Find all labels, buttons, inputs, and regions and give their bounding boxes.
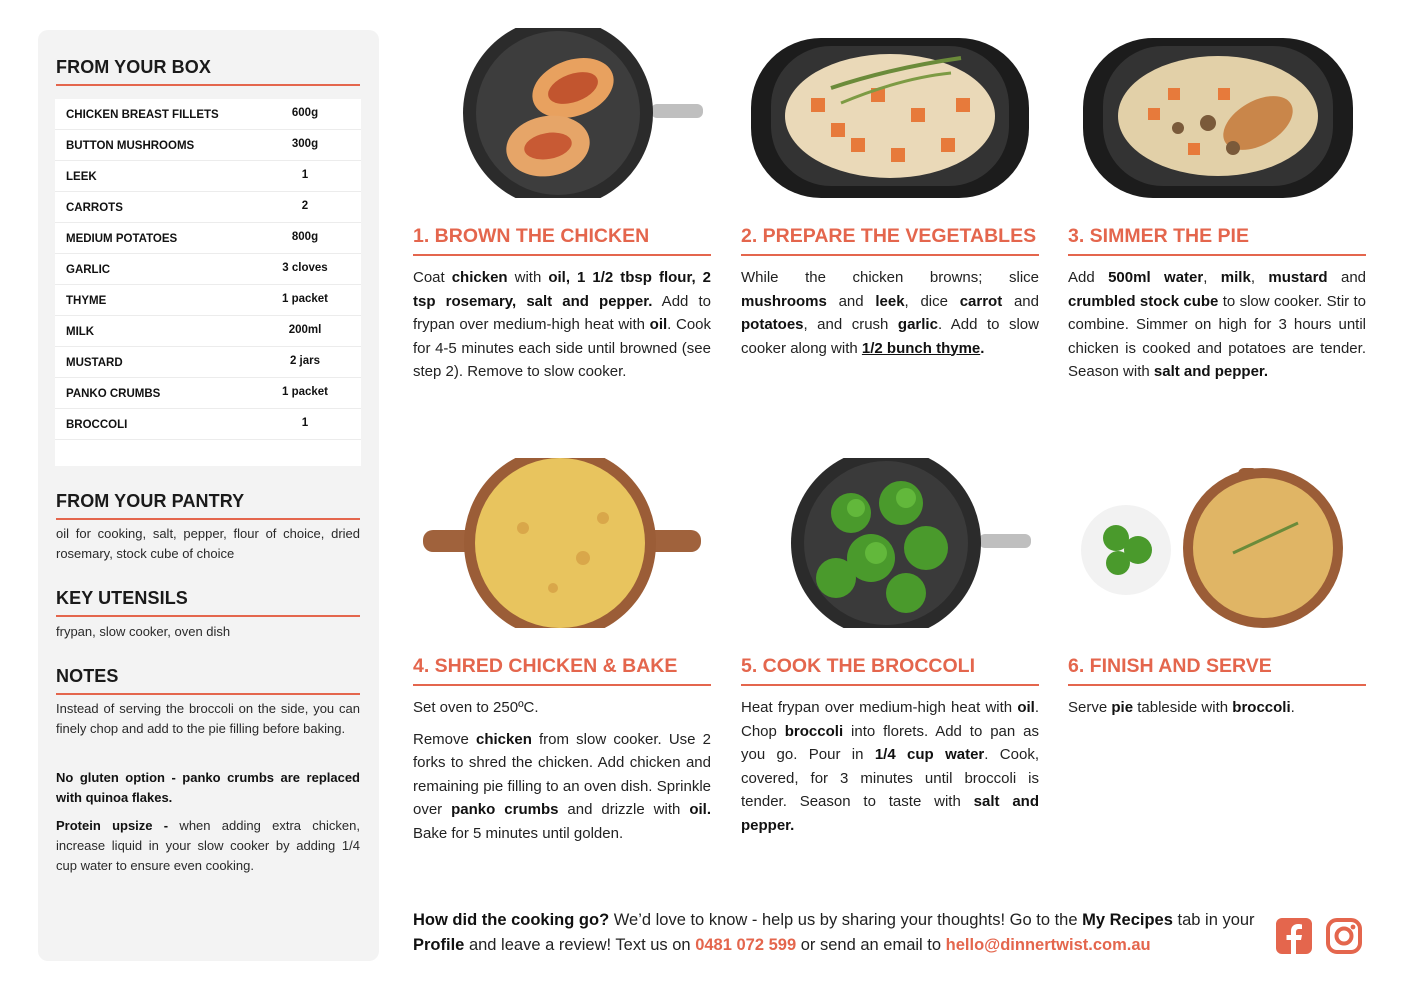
text-bold: chicken xyxy=(451,269,508,286)
text: and xyxy=(826,292,876,310)
email-link[interactable]: hello@dinnertwist.com.au xyxy=(945,936,1151,954)
pantry-text: oil for cooking, salt, pepper, flour of choice, dried rosemary, stock cube of choice xyxy=(56,526,360,561)
photo-brown-chicken xyxy=(413,28,711,198)
text: , xyxy=(1203,269,1221,286)
text: . Cook for 4-5 minutes each side until browned (see step 2). Remove to slow cooker. xyxy=(413,316,712,380)
step-2-text xyxy=(741,266,1039,360)
text-bold: milk xyxy=(1220,269,1251,286)
text-bold: pie xyxy=(1111,699,1134,716)
step-3-text xyxy=(1068,266,1366,384)
ingredient-name: PANKO CRUMBS xyxy=(66,388,161,400)
text-bold: salt and pepper. xyxy=(741,793,1039,834)
note-serving-tip: Instead of serving the broccoli on the side, you can finely chop and add to the pie filling before baking. xyxy=(56,701,360,736)
step-6-text xyxy=(1068,696,1366,720)
step-4-paragraph xyxy=(413,728,711,846)
ingredient-row xyxy=(55,347,361,378)
step-5-text xyxy=(741,696,1039,837)
ingredient-row xyxy=(55,223,361,254)
step-4-title: 4. SHRED CHICKEN & BAKE xyxy=(413,654,711,686)
text-bold: oil, 1 1/2 tbsp flour, 2 tsp rosemary, salt and pepper. xyxy=(413,269,711,310)
text-bold: crumbled stock cube xyxy=(1068,292,1219,310)
text-bold: 1/4 cup water xyxy=(874,746,985,763)
profile-label: Profile xyxy=(413,936,465,954)
ingredient-qty: 2 jars xyxy=(289,355,321,367)
step-1-title: 1. BROWN THE CHICKEN xyxy=(413,224,711,256)
text: Add to frypan over medium-high heat with xyxy=(413,292,711,333)
ingredient-row xyxy=(55,99,361,130)
text: and drizzle with xyxy=(558,801,690,818)
oven-instruction: Set oven to 250ºC. xyxy=(413,699,539,716)
step-5-title: 5. COOK THE BROCCOLI xyxy=(741,654,1039,686)
text-bold: broccoli xyxy=(784,722,844,740)
text-bold-underlined: 1/2 bunch thyme xyxy=(861,339,981,357)
text: . xyxy=(1290,699,1295,716)
ingredient-name: BUTTON MUSHROOMS xyxy=(66,140,195,152)
from-your-box-heading: FROM YOUR BOX xyxy=(56,56,360,86)
text-bold: broccoli xyxy=(1232,699,1291,716)
text: Serve xyxy=(1068,699,1112,716)
ingredient-qty: 1 xyxy=(301,417,309,429)
text: and xyxy=(1002,292,1039,310)
ingredient-name: MILK xyxy=(66,326,95,338)
text: , dice xyxy=(904,292,960,310)
ingredient-qty: 800g xyxy=(291,231,319,243)
ingredient-qty: 600g xyxy=(291,107,319,119)
ingredient-name: GARLIC xyxy=(66,264,111,276)
ingredient-qty: 200ml xyxy=(288,324,322,336)
ingredient-name: THYME xyxy=(66,295,107,307)
text: and leave a review! Text us on xyxy=(464,936,696,954)
text: , and crush xyxy=(803,316,898,333)
note-gluten-free-text: No gluten option - panko crumbs are replaced with quinoa flakes. xyxy=(56,770,360,805)
text-bold: oil xyxy=(1017,699,1035,716)
text: or send an email to xyxy=(796,936,946,954)
ingredients-table xyxy=(55,99,361,466)
text: from slow cooker. Use 2 forks to shred the chicken. Add chicken and remaining pie filling to an oven dish. Sprinkle over xyxy=(413,730,711,818)
ingredient-name: LEEK xyxy=(66,171,97,183)
instagram-icon[interactable] xyxy=(1325,917,1363,955)
note-protein-text: when adding extra chicken, increase liquid in your slow cooker by adding 1/4 cup water to ensure even cooking. xyxy=(56,818,360,873)
text: . Cook, covered, for 3 minutes until broccoli is tender. Season to taste with xyxy=(741,746,1039,810)
ingredient-row xyxy=(55,316,361,347)
text-bold: . xyxy=(980,339,985,357)
text: Add xyxy=(1068,269,1109,286)
facebook-icon[interactable] xyxy=(1275,917,1313,955)
text: Remove xyxy=(413,730,476,748)
text-bold: mustard xyxy=(1268,269,1328,286)
note-gluten-free xyxy=(56,768,360,808)
text: While the chicken browns; slice xyxy=(741,269,1039,286)
ingredient-qty: 1 packet xyxy=(281,293,329,305)
ingredient-name: BROCCOLI xyxy=(66,419,128,431)
photo-cook-broccoli xyxy=(741,458,1039,628)
text: tableside with xyxy=(1133,699,1233,716)
text: . Chop xyxy=(741,699,1039,740)
step-2-title: 2. PREPARE THE VEGETABLES xyxy=(741,224,1039,256)
text-bold: garlic xyxy=(897,316,938,333)
text: We’d love to know - help us by sharing your thoughts! Go to the xyxy=(609,911,1083,929)
text-bold: oil xyxy=(649,316,668,333)
ingredient-name: MUSTARD xyxy=(66,357,123,369)
ingredients-sidebar xyxy=(38,30,379,961)
text-bold: salt and pepper. xyxy=(1153,363,1269,380)
utensils-text: frypan, slow cooker, oven dish xyxy=(56,624,231,639)
text: , xyxy=(1250,269,1269,286)
notes-heading: NOTES xyxy=(56,665,360,695)
text: Bake for 5 minutes until golden. xyxy=(413,824,624,842)
photo-finish-and-serve xyxy=(1068,458,1366,628)
ingredient-qty: 300g xyxy=(291,138,319,150)
from-your-pantry-heading: FROM YOUR PANTRY xyxy=(56,490,360,520)
ingredient-row xyxy=(55,378,361,409)
footer-question: How did the cooking go? xyxy=(413,911,610,929)
ingredient-row xyxy=(55,161,361,192)
review-footer xyxy=(413,908,1263,958)
ingredient-row xyxy=(55,409,361,440)
phone-link[interactable]: 0481 072 599 xyxy=(695,936,797,954)
text: Heat frypan over medium-high heat with xyxy=(741,699,1018,716)
text: with xyxy=(507,269,549,286)
text-bold: panko crumbs xyxy=(451,801,559,818)
ingredient-row xyxy=(55,254,361,285)
my-recipes-label: My Recipes xyxy=(1082,911,1173,929)
ingredient-name: CARROTS xyxy=(66,202,123,214)
text-bold: 500ml water xyxy=(1108,269,1204,286)
text: to slow cooker. Stir to combine. Simmer on high for 3 hours until chicken is cooked and potatoes are tender. Season with xyxy=(1068,292,1367,380)
photo-shred-and-bake xyxy=(413,458,711,628)
ingredient-name: MEDIUM POTATOES xyxy=(66,233,178,245)
text: . Add to slow cooker along with xyxy=(741,316,1039,357)
text-bold: chicken xyxy=(476,730,532,748)
text: into florets. Add to pan as you go. Pour in xyxy=(741,722,1039,763)
ingredient-qty: 1 xyxy=(301,169,309,181)
text-bold: leek xyxy=(875,292,905,310)
step-4-text xyxy=(413,696,711,853)
step-1-text xyxy=(413,266,711,384)
photo-prepare-vegetables xyxy=(741,28,1039,198)
ingredient-qty: 3 cloves xyxy=(282,262,328,274)
text: and xyxy=(1327,269,1367,286)
key-utensils-heading: KEY UTENSILS xyxy=(56,587,360,617)
step-6-title: 6. FINISH AND SERVE xyxy=(1068,654,1366,686)
text-bold: mushrooms xyxy=(741,292,827,310)
ingredient-row xyxy=(55,130,361,161)
text-bold: potatoes xyxy=(741,316,804,333)
ingredient-row xyxy=(55,192,361,223)
ingredient-row xyxy=(55,285,361,316)
text: Coat xyxy=(413,269,452,286)
ingredient-qty: 2 xyxy=(301,200,309,212)
note-protein-label: Protein upsize - xyxy=(56,818,169,833)
photo-simmer-pie xyxy=(1068,28,1366,198)
text: tab in your xyxy=(1172,911,1255,929)
note-protein-upsize xyxy=(56,816,360,876)
text-bold: carrot xyxy=(959,292,1003,310)
step-3-title: 3. SIMMER THE PIE xyxy=(1068,224,1366,256)
text-bold: oil. xyxy=(689,801,711,818)
ingredient-name: CHICKEN BREAST FILLETS xyxy=(66,109,219,121)
ingredient-qty: 1 packet xyxy=(281,386,329,398)
